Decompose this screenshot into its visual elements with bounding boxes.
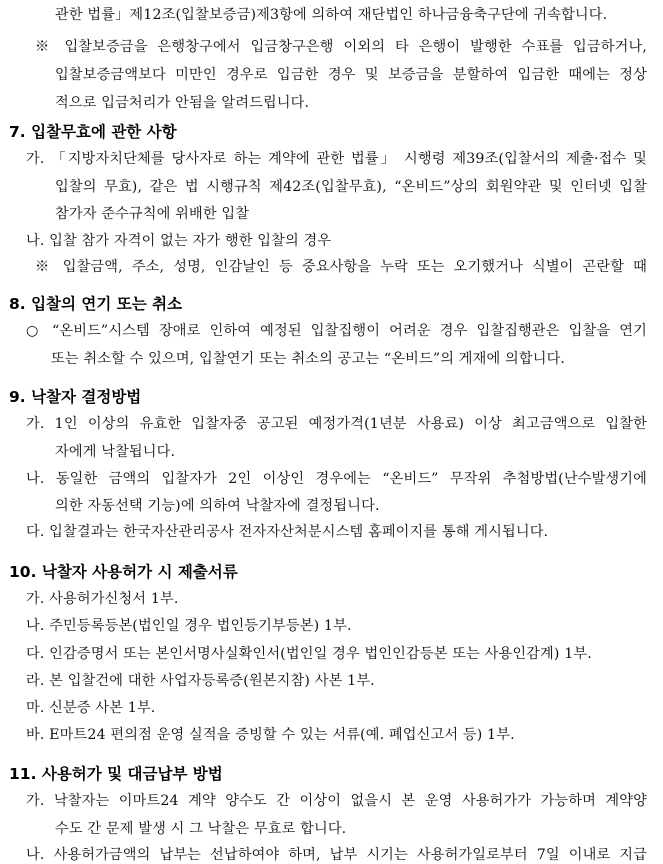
section-9-line-4: 의한 자동선택 기능)에 의하여 낙찰자에 결정됩니다.	[55, 498, 380, 514]
section-11-line-1: 가. 낙찰자는 이마트24 계약 양수도 간 이상이 없을시 본 운영 사용허가가 가능하며 계약양	[26, 793, 647, 809]
section-8-line-1: ○ “온비드”시스템 장애로 인하여 예정된 입찰집행이 어려운 경우 입찰집행관은 입찰을 연기	[26, 323, 647, 339]
section-9-line-3: 나. 동일한 금액의 입찰자가 2인 이상인 경우에는 “온비드” 무작위 추첨방법(난수발생기에	[26, 471, 647, 487]
section-7-title: 7. 입찰무효에 관한 사항	[9, 123, 177, 141]
section-7-line-1: 가. 「지방자치단체를 당사자로 하는 계약에 관한 법률」 시행령 제39조(입찰서의 제출·접수 및	[26, 151, 647, 167]
section-7-line-4: 나. 입찰 참가 자격이 없는 자가 행한 입찰의 경우	[26, 233, 332, 249]
section-8-line-2: 또는 취소할 수 있으며, 입찰연기 또는 취소의 공고는 “온비드”의 게재에 의합니다.	[51, 351, 566, 367]
section-10-item-6: 바. E마트24 편의점 운영 실적을 증빙할 수 있는 서류(예. 폐업신고서 등) 1부.	[26, 727, 515, 743]
section-9-title: 9. 낙찰자 결정방법	[9, 388, 142, 406]
section-9-line-2: 자에게 낙찰됩니다.	[55, 444, 176, 460]
section-7-note: ※ 입찰금액, 주소, 성명, 인감날인 등 중요사항을 누락 또는 오기했거나 식별이 곤란할 때	[35, 259, 647, 275]
section-10-item-1: 가. 사용허가신청서 1부.	[26, 591, 179, 607]
carryover-note-line-1: ※ 입찰보증금을 은행창구에서 입금창구은행 이외의 타 은행이 발행한 수표를 입금하거나,	[35, 39, 647, 55]
section-7-line-3: 참가자 준수규칙에 위배한 입찰	[55, 206, 250, 222]
section-10-item-3: 다. 인감증명서 또는 본인서명사실확인서(법인일 경우 법인인감등본 또는 사용인감계) 1부.	[26, 646, 592, 662]
section-7-line-2: 입찰의 무효), 같은 법 시행규칙 제42조(입찰무효), “온비드”상의 회원약관 및 인터넷 입찰	[55, 179, 647, 195]
section-8-title: 8. 입찰의 연기 또는 취소	[9, 295, 183, 313]
carryover-note-line-3: 적으로 입금처리가 안됨을 알려드립니다.	[55, 95, 310, 111]
section-11-title: 11. 사용허가 및 대금납부 방법	[9, 765, 223, 783]
section-10-item-2: 나. 주민등록등본(법인일 경우 법인등기부등본) 1부.	[26, 618, 352, 634]
carryover-line-1: 관한 법률」제12조(입찰보증금)제3항에 의하여 재단법인 하나금융축구단에 귀속합니다.	[55, 7, 608, 23]
section-10-title: 10. 낙찰자 사용허가 시 제출서류	[9, 563, 238, 581]
section-11-line-3: 나. 사용허가금액의 납부는 선납하여야 하며, 납부 시기는 사용허가일로부터 7일 이내로 지급	[26, 847, 647, 863]
section-10-item-4: 라. 본 입찰건에 대한 사업자등록증(원본지참) 사본 1부.	[26, 673, 375, 689]
carryover-note-line-2: 입찰보증금액보다 미만인 경우로 입금한 경우 및 보증금을 분할하여 입금한 때에는 정상	[55, 67, 647, 83]
section-9-line-1: 가. 1인 이상의 유효한 입찰자중 공고된 예정가격(1년분 사용료) 이상 최고금액으로 입찰한	[26, 416, 647, 432]
section-9-line-5: 다. 입찰결과는 한국자산관리공사 전자자산처분시스템 홈페이지를 통해 게시됩니다.	[26, 524, 549, 540]
section-11-line-2: 수도 간 문제 발생 시 그 낙찰은 무효로 합니다.	[55, 821, 347, 837]
section-10-item-5: 마. 신분증 사본 1부.	[26, 700, 156, 716]
